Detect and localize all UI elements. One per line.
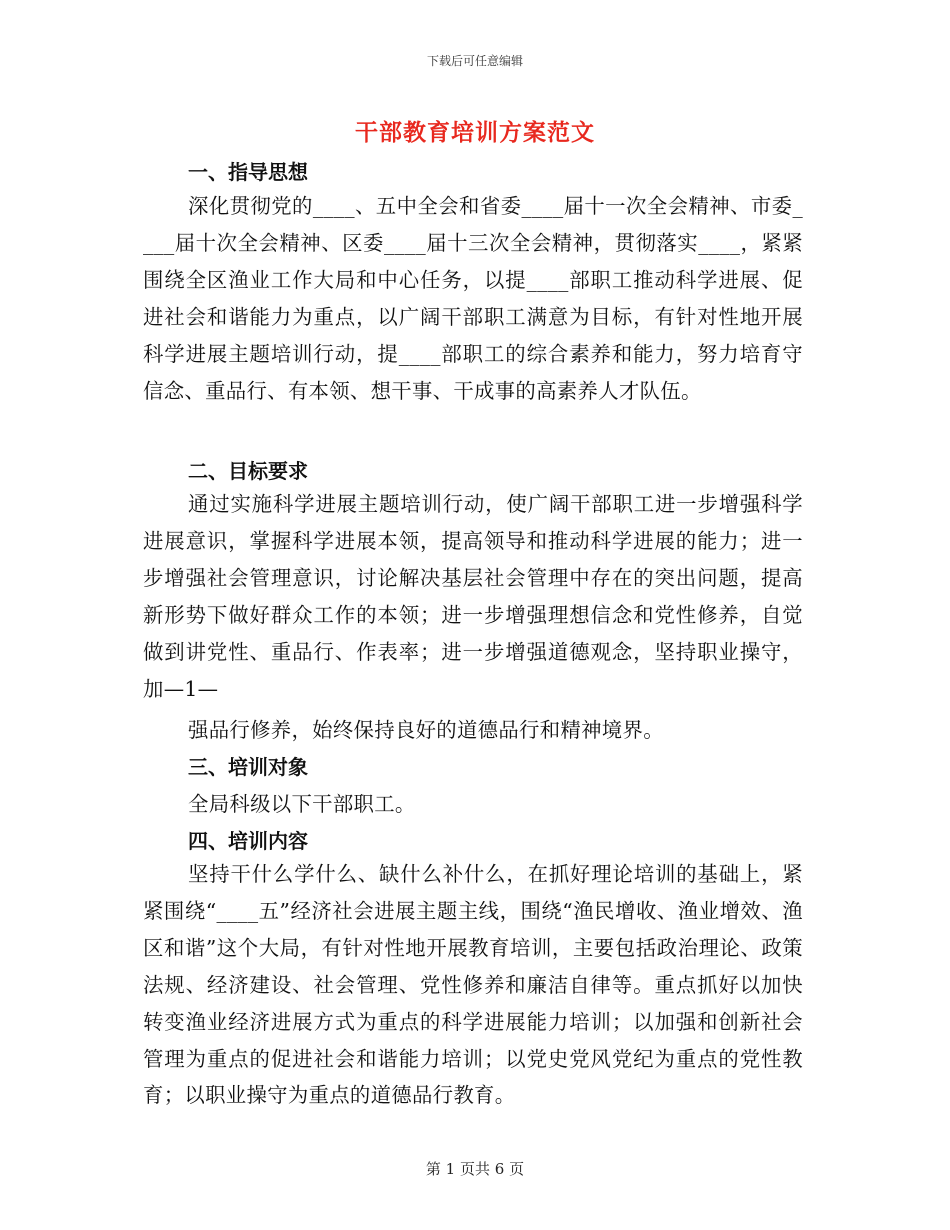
section-heading-goals: 二、目标要求: [188, 459, 308, 483]
page-footer-page-number: 第 1 页共 6 页: [425, 1160, 525, 1178]
document-title: 干部教育培训方案范文: [355, 119, 595, 146]
section-paragraph: 坚持干什么学什么、缺什么补什么，在抓好理论培训的基础上，紧紧围绕“____五”经济社会进展主题主线，围绕“渔民增收、渔业增效、渔区和谐”这个大局，有针对性地开展教育培训，主要包括政治理论、政策法规、经济建设、社会管理、党性修养和廉洁自律等。重点抓好以加快转变渔业经济进展方式为重点的科学进展能力培训；以加强和创新社会管理为重点的促进社会和谐能力培训；以党史党风党纪为重点的党性教育；以职业操守为重点的道德品行教育。: [143, 862, 803, 1108]
section-heading-trainees: 三、培训对象: [188, 755, 308, 779]
section-paragraph: 深化贯彻党的____、五中全会和省委____届十一次全会精神、市委____届十次全会精神、区委____届十三次全会精神，贯彻落实____，紧紧围绕全区渔业工作大局和中心任务，以提____部职工推动科学进展、促进社会和谐能力为重点，以广阔干部职工满意为目标，有针对性地开展科学进展主题培训行动，提____部职工的综合素养和能力，努力培育守信念、重品行、有本领、想干事、干成事的高素养人才队伍。: [143, 194, 803, 403]
section-paragraph: 通过实施科学进展主题培训行动，使广阔干部职工进一步增强科学进展意识，掌握科学进展本领，提高领导和推动科学进展的能力；进一步增强社会管理意识，讨论解决基层社会管理中存在的突出问题，提高新形势下做好群众工作的本领；进一步增强理想信念和党性修养，自觉做到讲党性、重品行、作表率；进一步增强道德观念，坚持职业操守，加—1—: [143, 492, 803, 701]
page-header: 下载后可任意编辑: [426, 54, 523, 68]
section-heading-content: 四、培训内容: [188, 829, 308, 853]
section-paragraph: 全局科级以下干部职工。: [188, 792, 416, 816]
section-paragraph-continued: 强品行修养，始终保持良好的道德品行和精神境界。: [188, 718, 664, 742]
section-heading-guiding-ideology: 一、指导思想: [188, 160, 308, 184]
